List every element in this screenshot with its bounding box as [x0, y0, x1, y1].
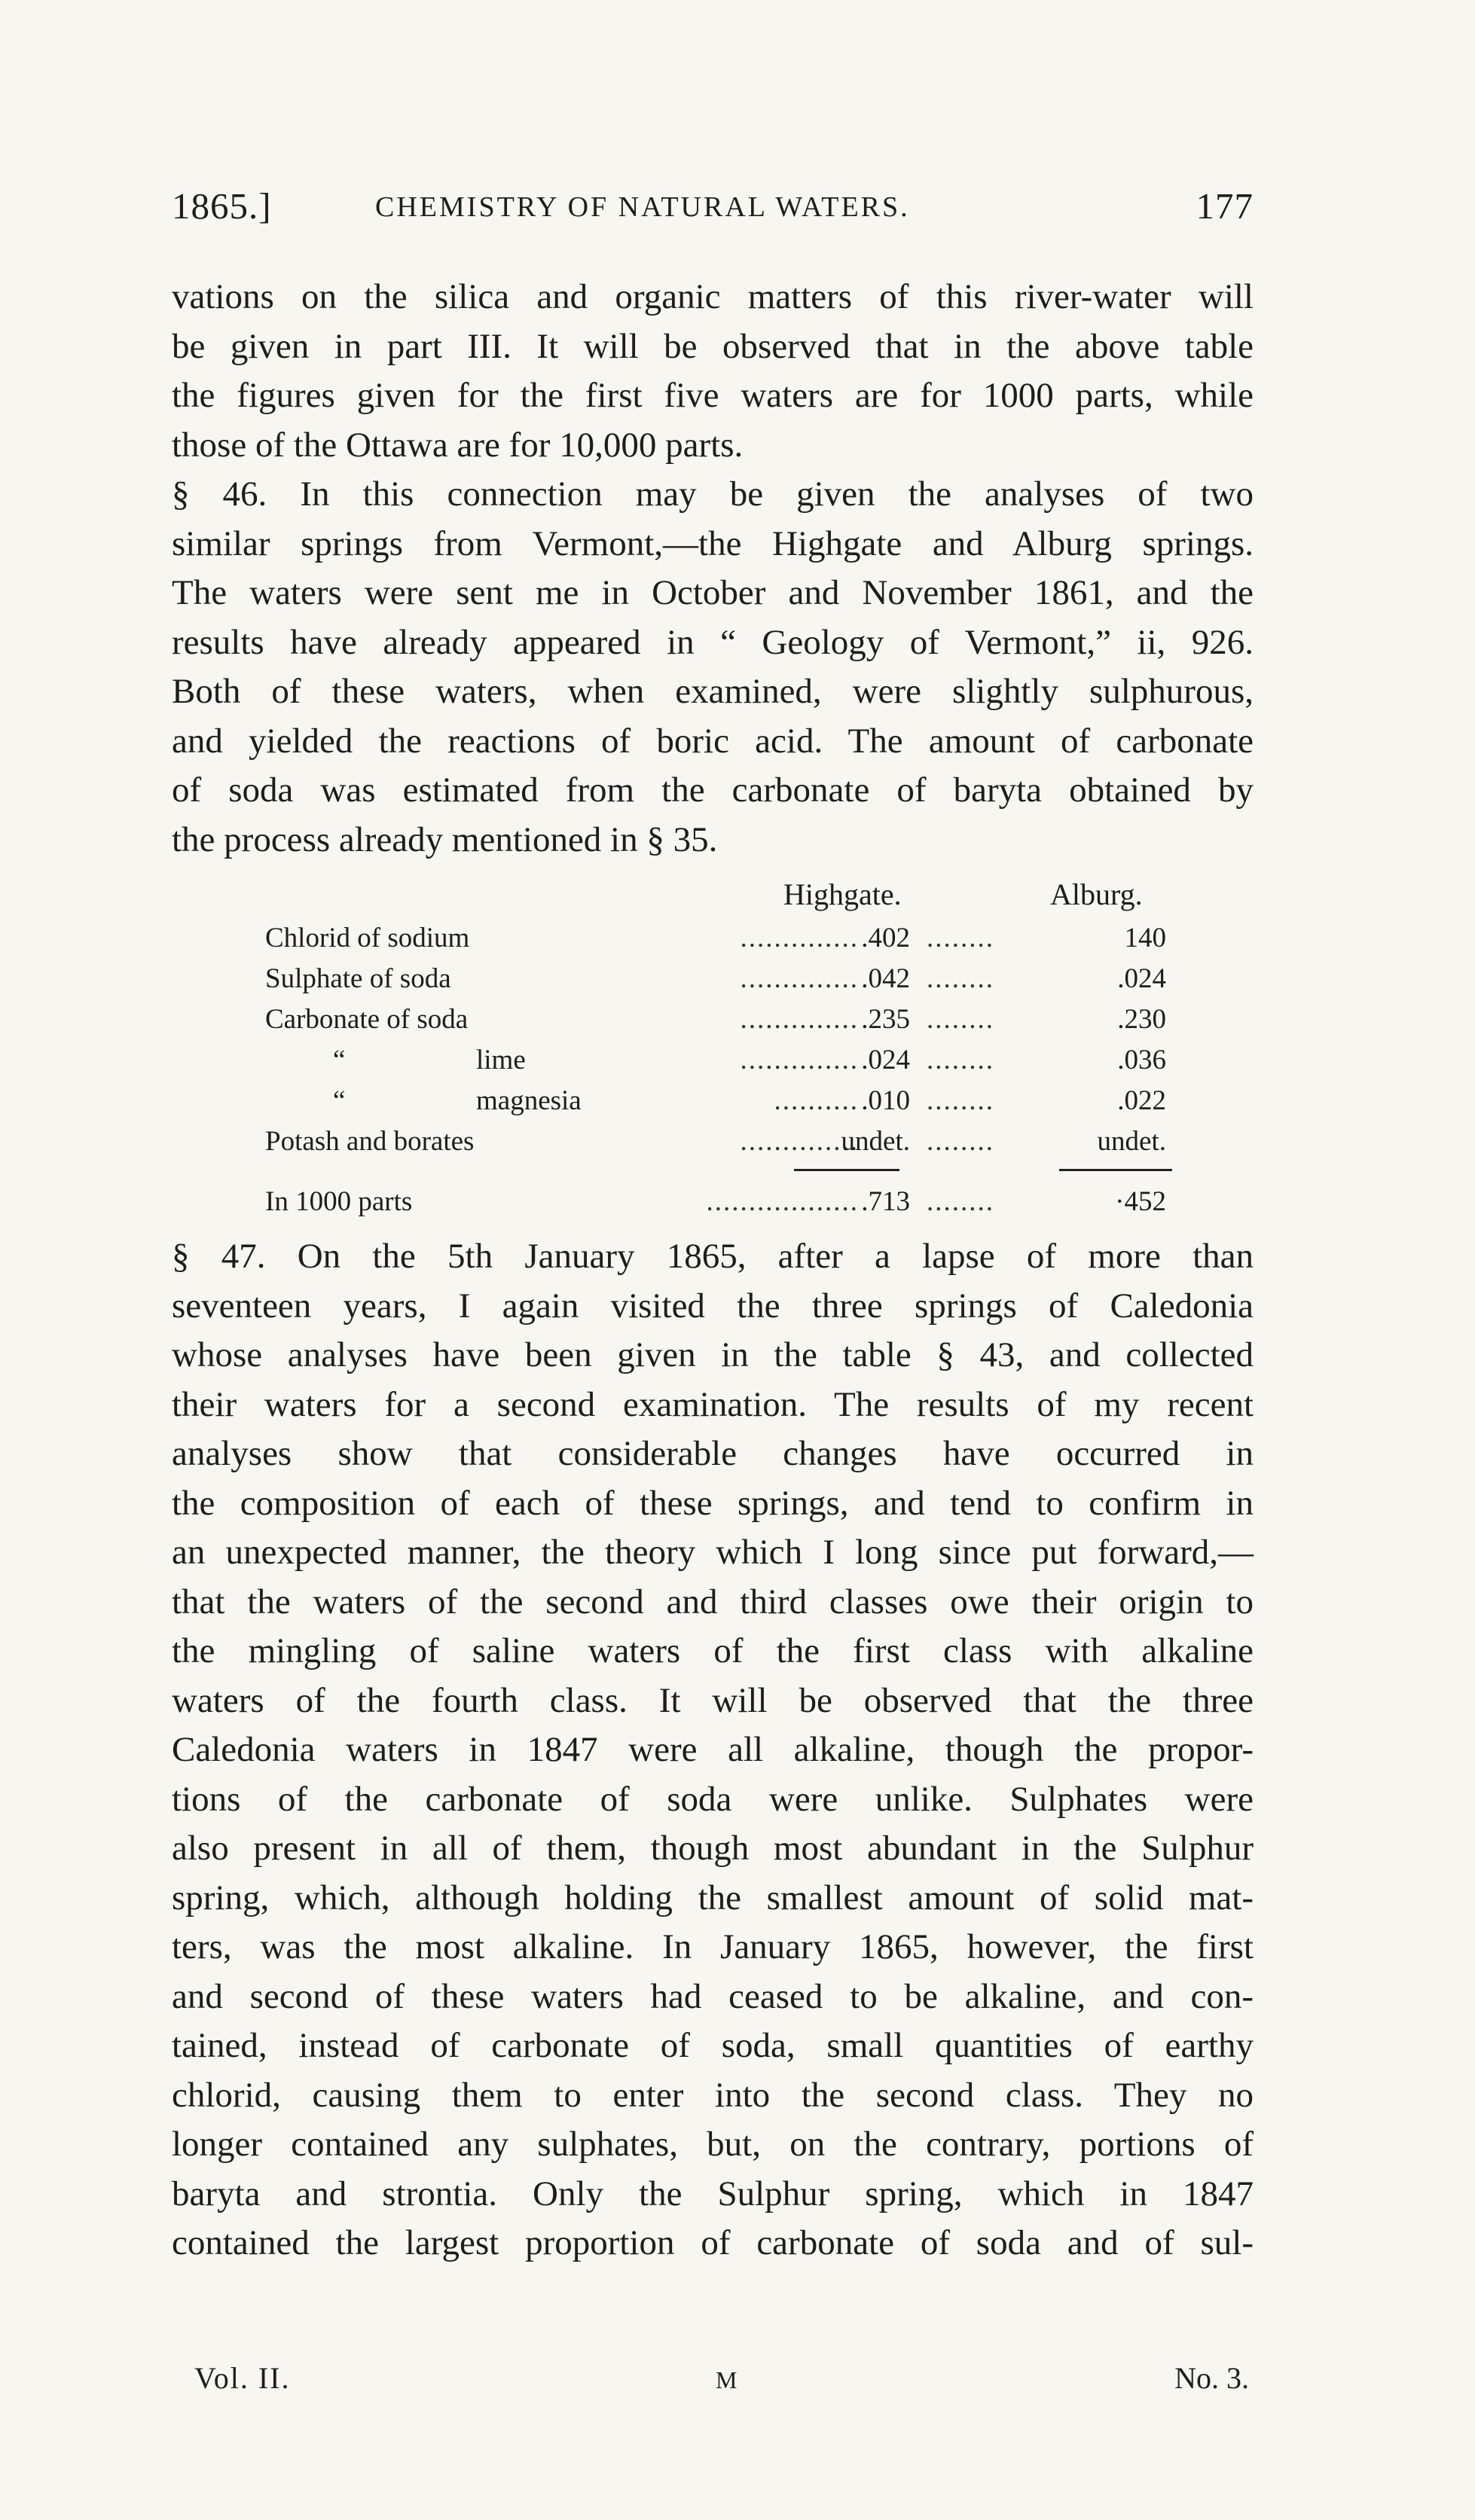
ditto-mark: “: [333, 1085, 346, 1116]
text-line: whose analyses have been given in the table § 43, and collected: [172, 1335, 1254, 1374]
sum-rule-highgate: [794, 1169, 899, 1171]
row-label: Chlorid of sodium: [265, 923, 470, 953]
highgate-total: .713: [861, 1186, 910, 1217]
text-line: and second of these waters had ceased to be alkaline, and con-: [172, 1976, 1254, 2016]
leader-dots: ..............: [740, 923, 859, 953]
paragraph-1: [172, 273, 1254, 470]
text-line: chlorid, causing them to enter into the second class. They no: [172, 2075, 1254, 2115]
leader-dots: ........: [927, 923, 994, 953]
running-header: [172, 185, 1254, 237]
table-row: [265, 963, 1183, 1002]
leader-dots: ..............: [740, 963, 859, 994]
text-line: results have already appeared in “ Geology of Vermont,” ii, 926.: [172, 622, 1254, 662]
sum-rule-alburg: [1059, 1169, 1172, 1171]
text-line: the figures given for the first five waters are for 1000 parts, while: [172, 376, 1254, 415]
text-line: the composition of each of these springs, and tend to confirm in: [172, 1483, 1254, 1523]
text-line: similar springs from Vermont,—the Highgate and Alburg springs.: [172, 523, 1254, 563]
text-line: § 46. In this connection may be given the analyses of two: [172, 474, 1254, 514]
header-year: 1865.]: [172, 185, 272, 227]
leader-dots: ..............: [740, 1004, 859, 1035]
highgate-value: undet.: [841, 1126, 910, 1157]
row-label: magnesia: [476, 1085, 582, 1116]
alburg-value: .230: [1117, 1004, 1166, 1035]
text-line: tions of the carbonate of soda were unlike. Sulphates were: [172, 1779, 1254, 1819]
text-line: spring, which, although holding the smallest amount of solid mat-: [172, 1878, 1254, 1917]
highgate-value: .024: [861, 1045, 910, 1075]
text-line: that the waters of the second and third classes owe their origin to: [172, 1582, 1254, 1622]
highgate-value: .402: [861, 923, 910, 953]
text-line: tained, instead of carbonate of soda, small quantities of earthy: [172, 2026, 1254, 2065]
leader-dots: ..................: [706, 1186, 859, 1217]
footer-volume: Vol. II.: [194, 2361, 291, 2395]
leader-dots: ..............: [740, 1126, 859, 1157]
text-line: ters, was the most alkaline. In January 1865, however, the first: [172, 1927, 1254, 1966]
table-row: [265, 922, 1183, 961]
alburg-value: .036: [1117, 1045, 1166, 1075]
leader-dots: ........: [927, 1004, 994, 1035]
text-line: seventeen years, I again visited the three springs of Caledonia: [172, 1286, 1254, 1326]
text-line: The waters were sent me in October and November 1861, and the: [172, 573, 1254, 612]
highgate-value: .042: [861, 963, 910, 994]
row-label: Potash and borates: [265, 1126, 475, 1157]
leader-dots: ..............: [740, 1045, 859, 1075]
alburg-value: .024: [1117, 963, 1166, 994]
ditto-mark: “: [333, 1045, 346, 1075]
footer-signature: M: [716, 2366, 738, 2393]
highgate-value: .235: [861, 1004, 910, 1035]
table-row: [265, 1044, 1183, 1083]
text-line: Both of these waters, when examined, were slightly sulphurous,: [172, 672, 1254, 711]
paragraph-47: [172, 1232, 1254, 2268]
table-row: [265, 1003, 1183, 1042]
alburg-value: undet.: [1097, 1126, 1166, 1157]
text-line: and yielded the reactions of boric acid. The amount of carbonate: [172, 721, 1254, 761]
row-label: lime: [476, 1045, 526, 1075]
leader-dots: ........: [927, 1126, 994, 1157]
text-line: Caledonia waters in 1847 were all alkaline, though the propor-: [172, 1730, 1254, 1769]
footer-number: No. 3.: [1174, 2361, 1249, 2395]
row-label: Sulphate of soda: [265, 963, 451, 994]
header-title: CHEMISTRY OF NATURAL WATERS.: [375, 191, 910, 223]
text-line: those of the Ottawa are for 10,000 parts.: [172, 425, 744, 465]
text-line: § 47. On the 5th January 1865, after a lapse of more than: [172, 1237, 1254, 1276]
paragraph-46: [172, 470, 1254, 865]
table-total-row: [265, 1185, 1183, 1225]
text-line: an unexpected manner, the theory which I long since put forward,—: [172, 1533, 1254, 1572]
text-line: the mingling of saline waters of the first class with alkaline: [172, 1631, 1254, 1670]
total-label: In 1000 parts: [265, 1186, 413, 1217]
leader-dots: ........: [927, 1085, 994, 1116]
highgate-value: .010: [861, 1085, 910, 1116]
text-line: be given in part III. It will be observed that in the above table: [172, 326, 1254, 366]
leader-dots: ........: [927, 1045, 994, 1075]
text-line: their waters for a second examination. The results of my recent: [172, 1384, 1254, 1424]
table-row: [265, 1125, 1183, 1164]
leader-dots: ........: [927, 1186, 994, 1217]
leader-dots: ..........: [774, 1085, 859, 1116]
text-line: baryta and strontia. Only the Sulphur spring, which in 1847: [172, 2174, 1254, 2213]
alburg-value: .022: [1117, 1085, 1166, 1116]
text-line: the process already mentioned in § 35.: [172, 819, 718, 859]
row-label: Carbonate of soda: [265, 1004, 469, 1035]
text-line: also present in all of them, though most abundant in the Sulphur: [172, 1829, 1254, 1868]
text-line: longer contained any sulphates, but, on the contrary, portions of: [172, 2125, 1254, 2164]
text-line: vations on the silica and organic matters of this river-water will: [172, 277, 1254, 316]
column-header-highgate: Highgate.: [783, 877, 902, 911]
page-footer: [194, 2360, 1249, 2406]
alburg-total: ·452: [1115, 1186, 1166, 1217]
text-line: of soda was estimated from the carbonate of baryta obtained by: [172, 770, 1254, 810]
leader-dots: ........: [927, 963, 994, 994]
text-line: contained the largest proportion of carbonate of soda and of sul-: [172, 2223, 1254, 2262]
text-line: analyses show that considerable changes have occurred in: [172, 1434, 1254, 1473]
column-header-alburg: Alburg.: [1050, 877, 1143, 911]
page-number: 177: [1196, 185, 1254, 227]
table-row: [265, 1085, 1183, 1124]
text-line: waters of the fourth class. It will be observed that the three: [172, 1680, 1254, 1720]
alburg-value: 140: [1124, 923, 1166, 953]
